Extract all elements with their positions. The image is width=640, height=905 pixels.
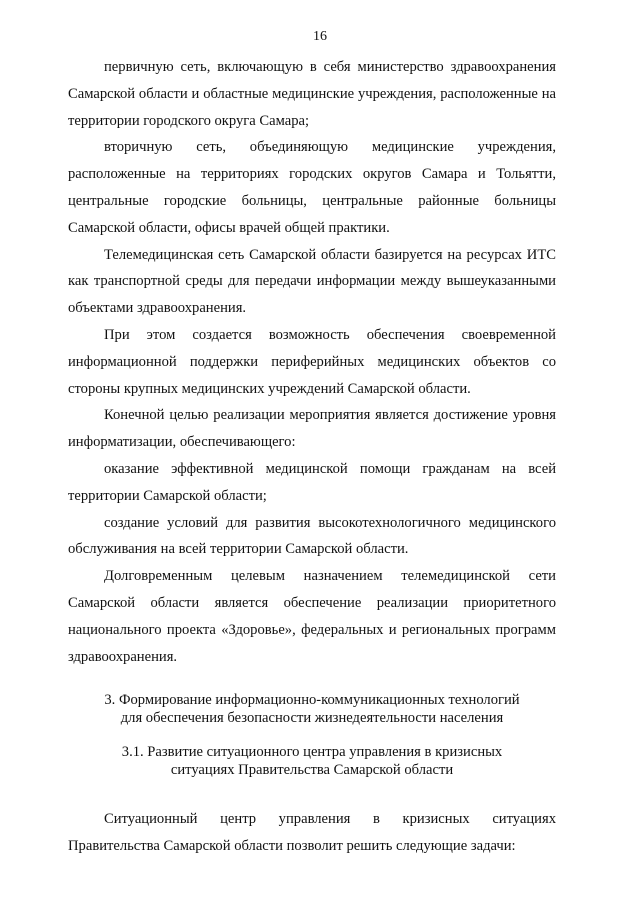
page-number: 16 xyxy=(313,29,327,44)
section-heading xyxy=(68,691,556,727)
body-text xyxy=(68,54,556,670)
section-heading-line-2: для обеспечения безопасности жизнедеятельности населения xyxy=(120,710,504,726)
subsection-heading-line-1: 3.1. Развитие ситуационного центра управления в кризисных xyxy=(121,744,503,760)
paragraph-situation-center-tasks: Ситуационный центр управления в кризисных ситуациях Правительства Самарской области позволит решить следующие задачи: xyxy=(68,811,556,854)
section-heading-line-1: 3. Формирование информационно-коммуникационных технологий xyxy=(104,692,520,708)
paragraph-high-tech-care: создание условий для развития высокотехнологичного медицинского обслуживания на всей территории Самарской области. xyxy=(68,514,556,558)
paragraph-final-goal: Конечной целью реализации мероприятия является достижение уровня информатизации, обеспечивающего: xyxy=(68,407,556,451)
subsection-heading-line-2: ситуациях Правительства Самарской области xyxy=(170,762,454,778)
paragraph-secondary-network: вторичную сеть, объединяющую медицинские учреждения, расположенные на территориях городских округов Самара и Тольятти, центральные городские больницы, центральные районные больницы Самарской области, офисы врачей общей практики. xyxy=(68,139,556,236)
paragraph-telemedicine-network: Телемедицинская сеть Самарской области базируется на ресурсах ИТС как транспортной среды для передачи информации между вышеуказанными объектами здравоохранения. xyxy=(68,246,556,317)
paragraph-primary-network: первичную сеть, включающую в себя министерство здравоохранения Самарской области и областные медицинские учреждения, расположенные на территории городского округа Самара; xyxy=(68,59,556,129)
paragraph-information-support: При этом создается возможность обеспечения своевременной информационной поддержки периферийных медицинских объектов со стороны крупных медицинских учреждений Самарской области. xyxy=(68,326,556,397)
paragraph-medical-help: оказание эффективной медицинской помощи гражданам на всей территории Самарской области; xyxy=(68,460,556,504)
closing-text xyxy=(68,806,556,860)
subsection-heading xyxy=(68,743,556,779)
paragraph-long-term-purpose: Долговременным целевым назначением телемедицинской сети Самарской области является обеспечение реализации приоритетного национального проекта «Здоровье», федеральных и региональных программ здравоохранения. xyxy=(68,568,556,665)
